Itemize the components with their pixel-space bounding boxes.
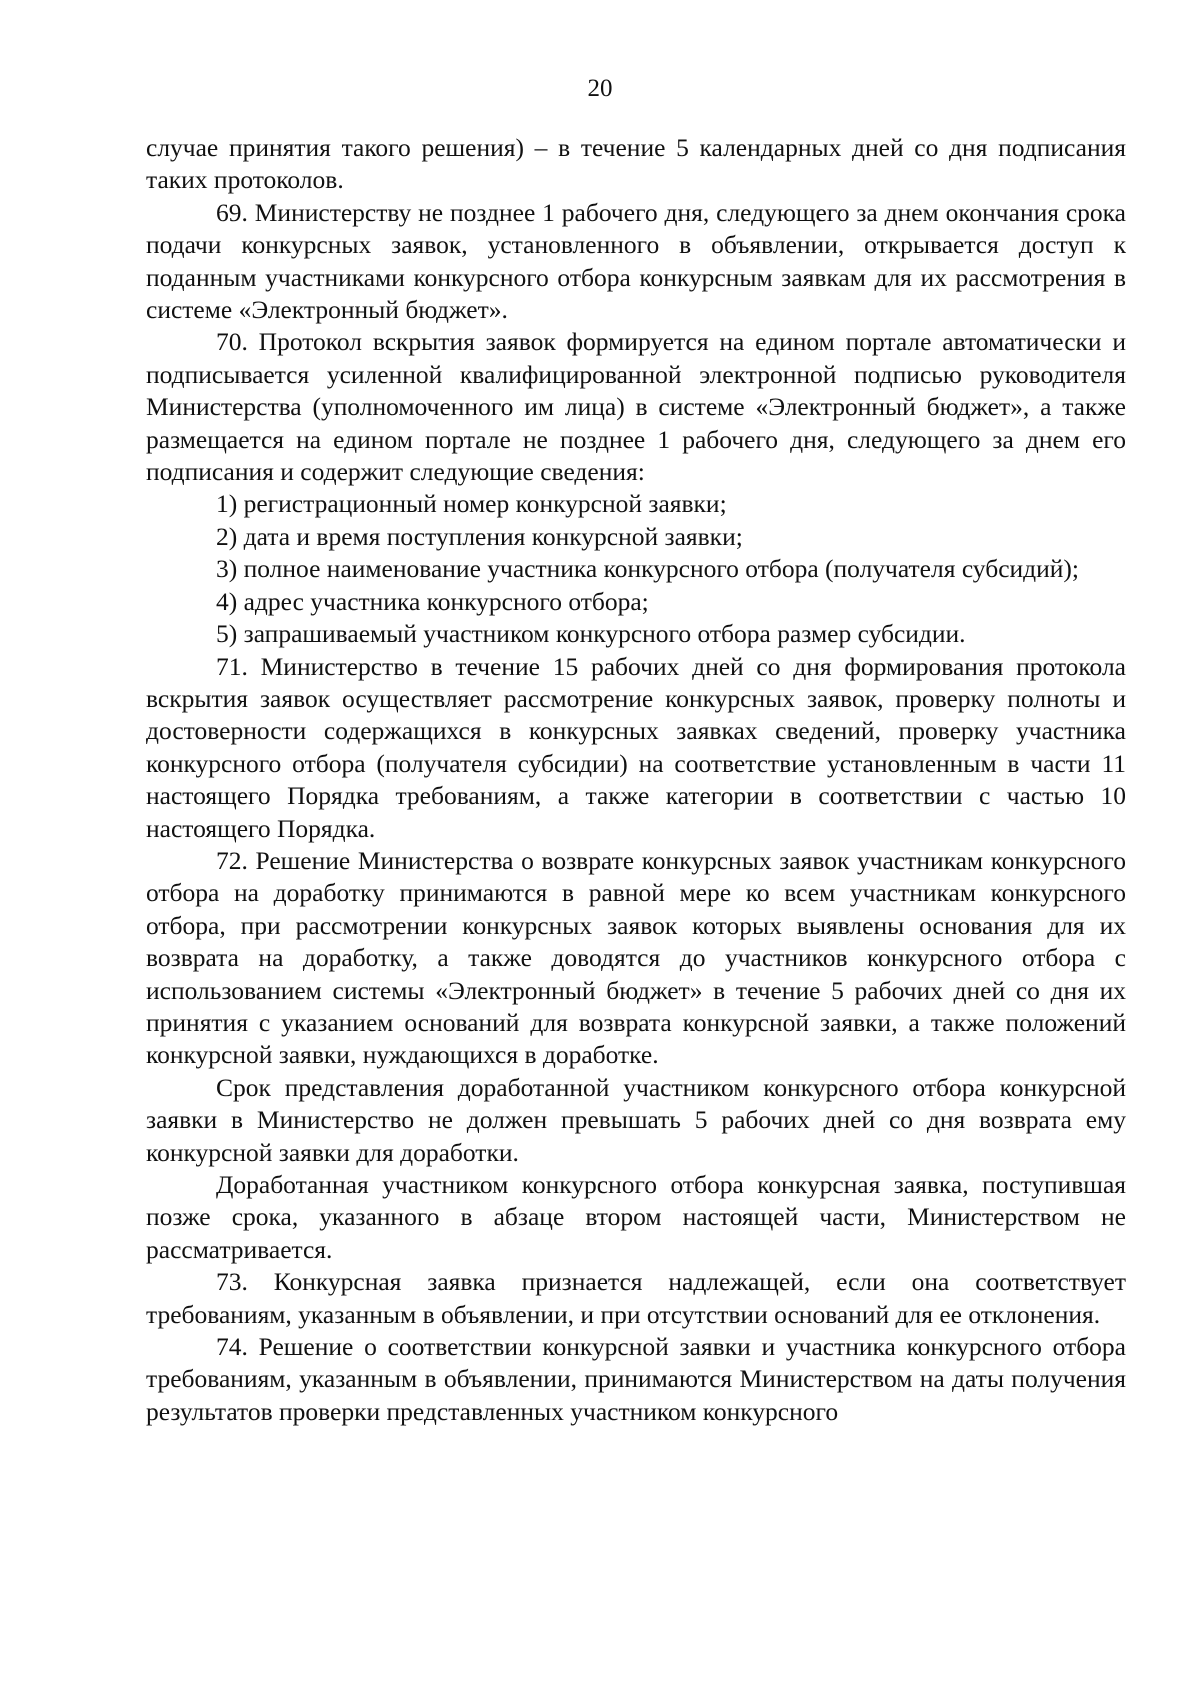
paragraph-70: 70. Протокол вскрытия заявок формируется на едином портале автоматически и подписывается усиленной квалифицированной электронной подписью руководителя Министерства (уполномоченного им лица) в системе «Электронный бюджет», а также размещается на едином портале не позднее 1 рабочего дня, следующего за днем его подписания и содержит следующие сведения: (146, 327, 1126, 487)
list-item-5: 5) запрашиваемый участником конкурсного отбора размер субсидии. (216, 619, 966, 649)
paragraph-71: 71. Министерство в течение 15 рабочих дней со дня формирования протокола вскрытия заявок осуществляет рассмотрение конкурсных заявок, проверку полноты и достоверности содержащихся в конкурсных заявках сведений, проверку участника конкурсного отбора (получателя субсидии) на соответствие установленным в части 11 настоящего Порядка требованиям, а также категории в соответствии с частью 10 настоящего Порядка. (146, 651, 1126, 843)
paragraph-73: 73. Конкурсная заявка признается надлежащей, если она соответствует требованиям, указанным в объявлении, и при отсутствии оснований для ее отклонения. (146, 1267, 1126, 1329)
paragraph-72: 72. Решение Министерства о возврате конкурсных заявок участникам конкурсного отбора на доработку принимаются в равной мере ко всем участникам конкурсного отбора, при рассмотрении конкурсных заявок которых выявлены основания для их возврата на доработку, а также доводятся до участников конкурсного отбора с использованием системы «Электронный бюджет» в течение 5 рабочих дней со дня их принятия с указанием оснований для возврата конкурсной заявки, а также положений конкурсной заявки, нуждающихся в доработке. (146, 845, 1126, 1070)
paragraph-74: 74. Решение о соответствии конкурсной заявки и участника конкурсного отбора требованиям, указанным в объявлении, принимаются Министерством на даты получения результатов проверки представленных участником конкурсного (146, 1332, 1126, 1426)
page-number: 20 (587, 75, 613, 102)
list-item-3: 3) полное наименование участника конкурсного отбора (получателя субсидий); (216, 554, 1080, 584)
list-item-1: 1) регистрационный номер конкурсной заявки; (216, 489, 727, 519)
list-item-4: 4) адрес участника конкурсного отбора; (216, 586, 649, 616)
document-body (146, 132, 1126, 1428)
list-item-2: 2) дата и время поступления конкурсной заявки; (216, 521, 743, 551)
paragraph-72-deadline: Срок представления доработанной участником конкурсного отбора конкурсной заявки в Министерство не должен превышать 5 рабочих дней со дня возврата ему конкурсной заявки для доработки. (146, 1072, 1126, 1167)
paragraph-72-late: Доработанная участником конкурсного отбора конкурсная заявка, поступившая позже срока, указанного в абзаце втором настоящей части, Министерством не рассматривается. (146, 1170, 1126, 1264)
paragraph-continuation: случае принятия такого решения) – в течение 5 календарных дней со дня подписания таких протоколов. (146, 133, 1126, 195)
paragraph-69: 69. Министерству не позднее 1 рабочего дня, следующего за днем окончания срока подачи конкурсных заявок, установленного в объявлении, открывается доступ к поданным участниками конкурсного отбора конкурсным заявкам для их рассмотрения в системе «Электронный бюджет». (146, 197, 1126, 325)
